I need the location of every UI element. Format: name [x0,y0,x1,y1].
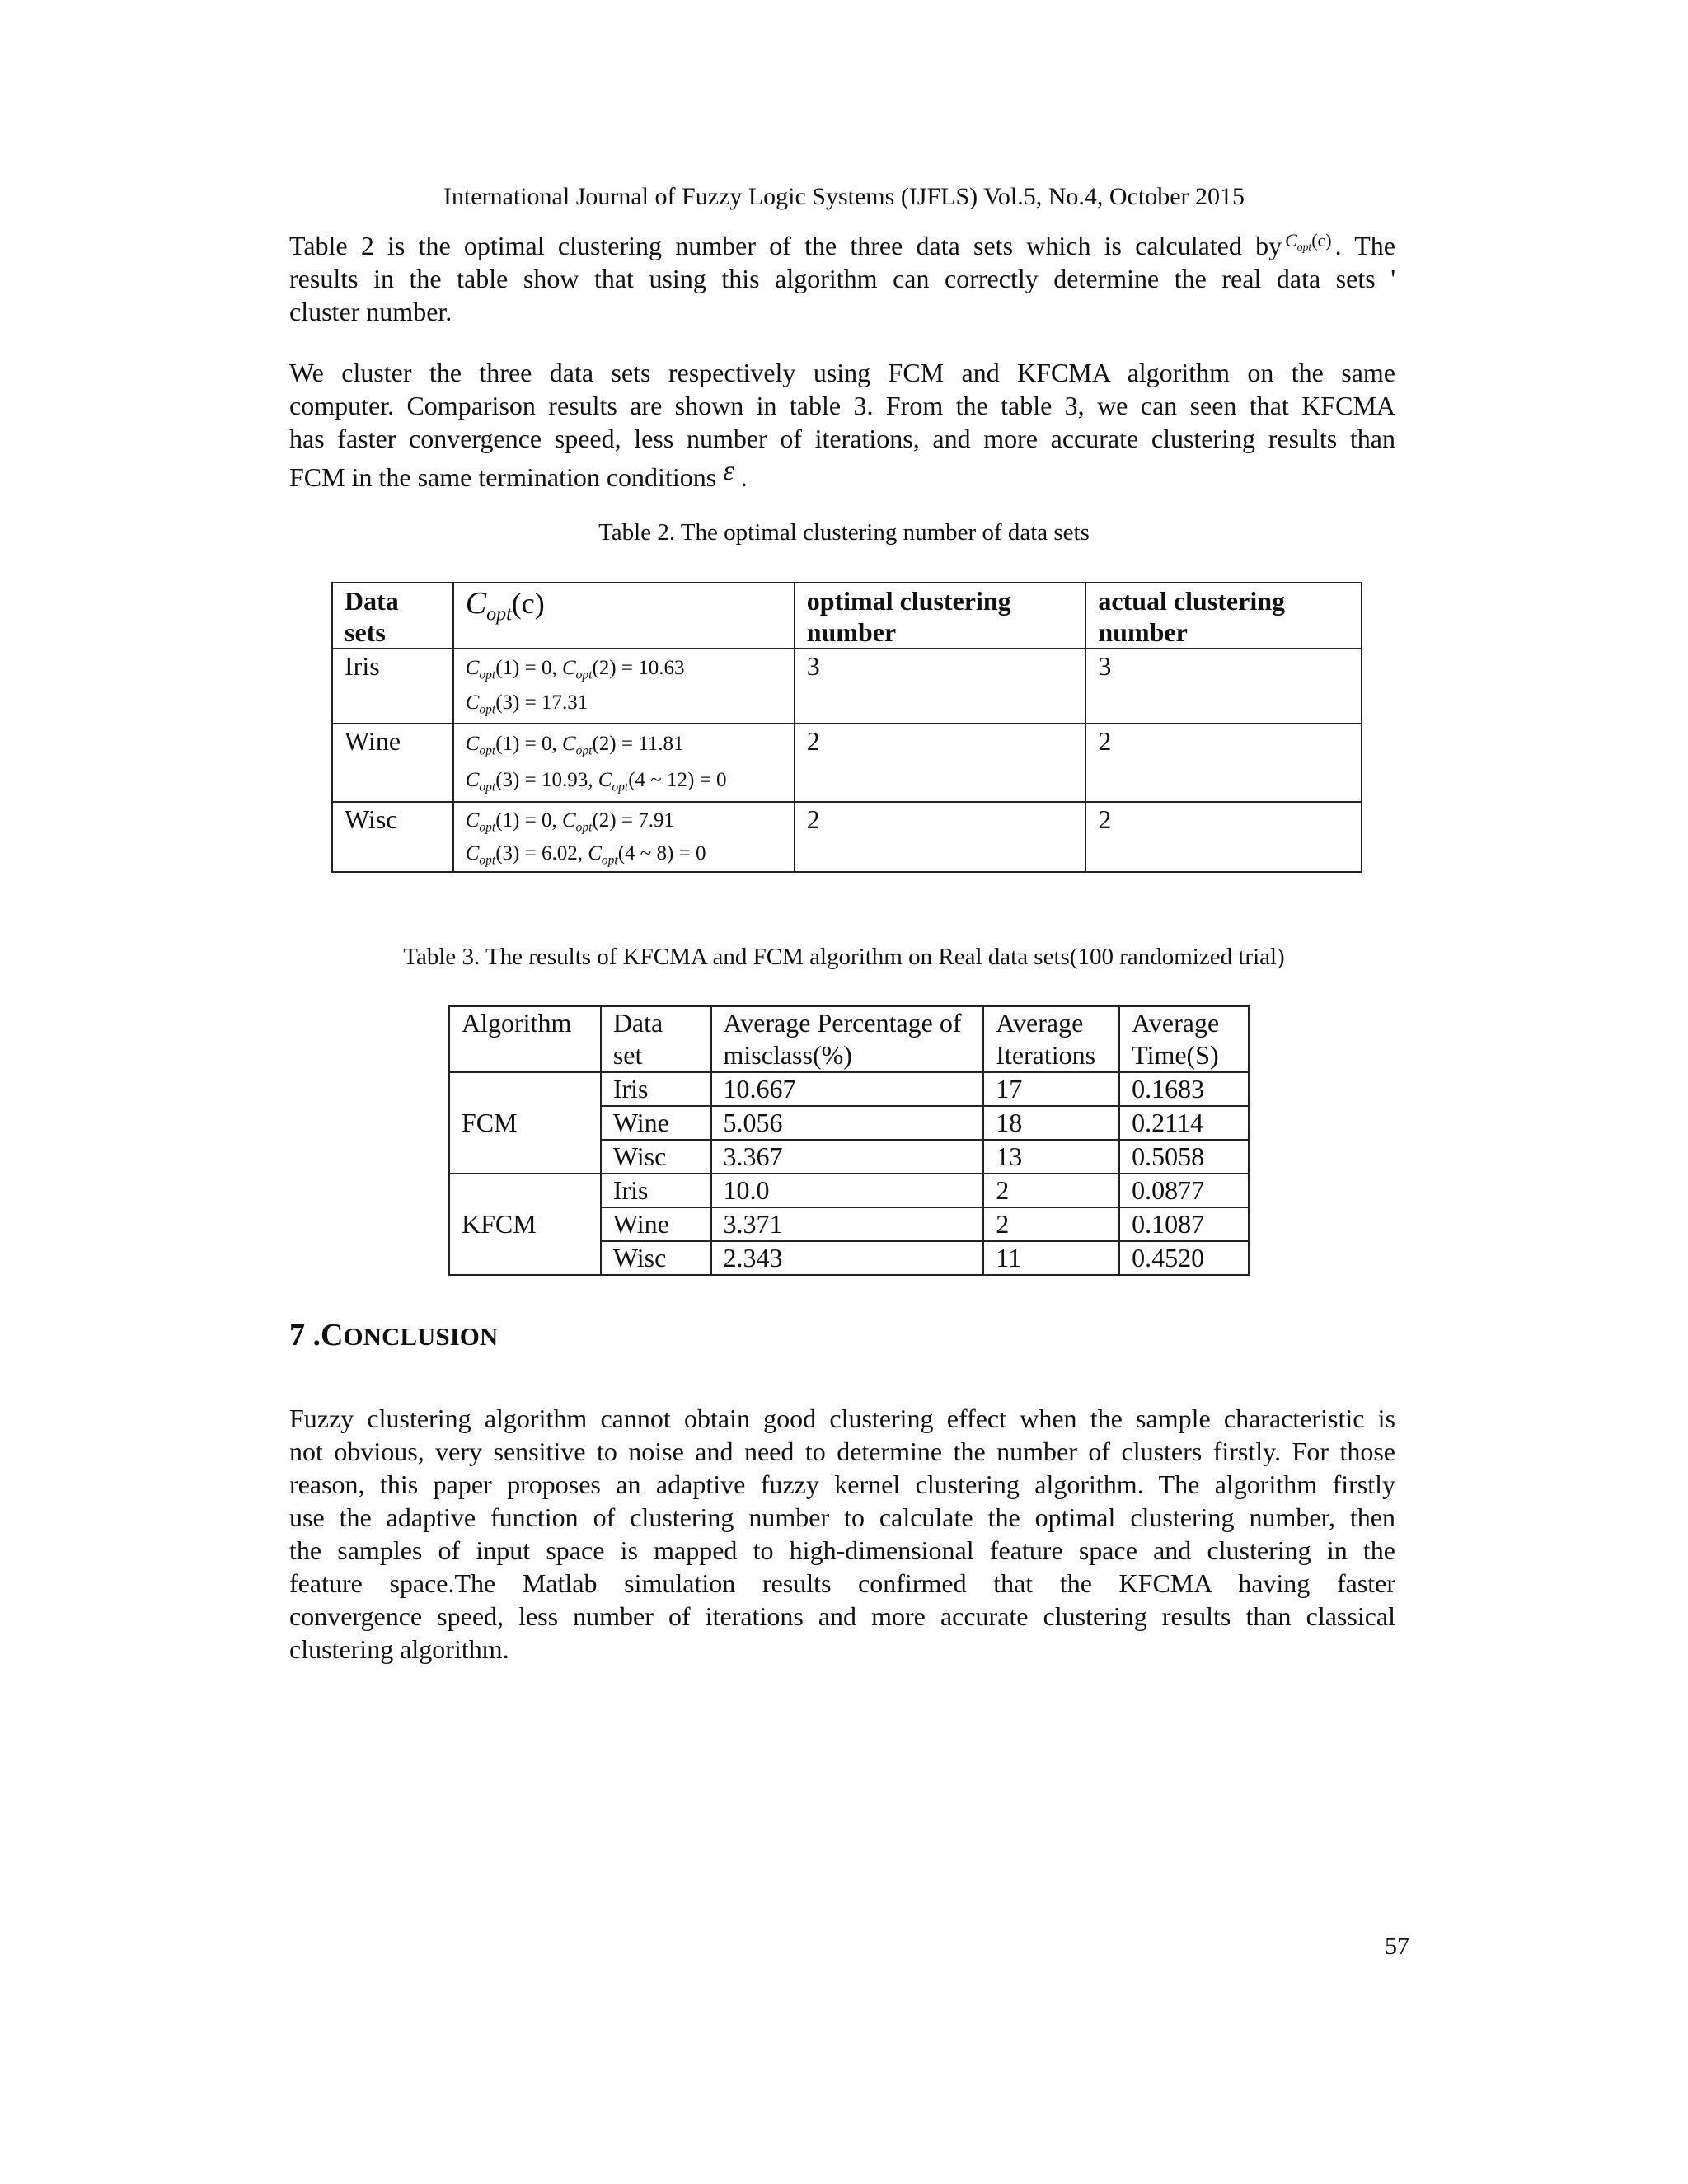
conclusion-line: Fuzzy clustering algorithm cannot obtain good clustering effect when the sample characteristic is [289,1404,1395,1433]
misclass-cell: 3.371 [711,1207,984,1241]
conclusion-line: not obvious, very sensitive to noise and need to determine the number of clusters firstly. For those [289,1436,1395,1466]
dataset-cell: Iris [601,1072,711,1106]
conclusion-line: convergence speed, less number of iterations and more accurate clustering results than classical [289,1601,1395,1631]
table3-header-algorithm: Algorithm [449,1006,601,1072]
iterations-cell: 2 [983,1174,1119,1207]
algorithm-name: FCM [449,1072,601,1174]
epsilon-symbol: ε [723,456,734,486]
copt-values: $C_{opt}(1) = 0$, $C_{opt}(2) = 11.81$ $C_{opt}(3) = 10.93$, $C_{opt}(4$ ~ 12) = 0 [453,724,795,802]
table2-header-row [332,583,1362,649]
time-cell: 0.1087 [1119,1207,1249,1241]
actual-number: 3 [1085,649,1362,724]
copt-values: $C_{opt}(1) = 0$, $C_{opt}(2) = 10.63$ $C_{opt}(3) = 17.31$ [453,649,795,724]
table-row [332,724,1362,802]
table3-header-time: Average Time(S) [1119,1006,1249,1072]
iterations-cell: 17 [983,1072,1119,1106]
optimal-number: 2 [795,724,1086,802]
page-number: 57 [1385,1933,1409,1960]
dataset-cell: Iris [601,1174,711,1207]
optimal-number: 3 [795,649,1086,724]
dataset-cell: Wisc [601,1241,711,1275]
table-row [332,802,1362,872]
dataset-cell: Wine [601,1106,711,1140]
dataset-name: Iris [332,649,453,724]
time-cell: 0.5058 [1119,1140,1249,1174]
table2-header-data-sets: Data sets [332,583,453,649]
para1-line3: cluster number. [289,297,452,326]
para2-line2: computer. Comparison results are shown in table 3. From the table 3, we can seen that KFCMA [289,391,1395,420]
iterations-cell: 2 [983,1207,1119,1241]
para2-line3: has faster convergence speed, less number of iterations, and more accurate clustering results than [289,424,1395,453]
conclusion-line: reason, this paper proposes an adaptive fuzzy kernel clustering algorithm. The algorithm firstly [289,1469,1395,1499]
table2-header-optimal: optimal clustering number [795,583,1086,649]
copt-inline-math: $C_{opt}(c)$ [1285,230,1332,253]
table-row [449,1174,1249,1207]
misclass-cell: 2.343 [711,1241,984,1275]
conclusion-line: use the adaptive function of clustering number to calculate the optimal clustering number, then [289,1502,1395,1532]
misclass-cell: 10.667 [711,1072,984,1106]
table-kfcma-fcm-results [448,1005,1250,1276]
table2-caption: Table 2. The optimal clustering number of data sets [598,519,1090,546]
table3-header-iterations: Average Iterations [983,1006,1119,1072]
copt-values: $C_{opt}(1) = 0$, $C_{opt}(2) = 7.91$ $C_{opt}(3) = 6.02$, $C_{opt}(4$ ~ 8) = 0 [453,802,795,872]
iterations-cell: 11 [983,1241,1119,1275]
misclass-cell: 3.367 [711,1140,984,1174]
table3-header-row [449,1006,1249,1072]
dataset-cell: Wine [601,1207,711,1241]
paragraph-comparison [289,356,1395,494]
conclusion-line: the samples of input space is mapped to high-dimensional feature space and clustering in the [289,1535,1395,1565]
para1-line1: Table 2 is the optimal clustering number of the three data sets which is calculated by $C_{opt}(c)$ . The [289,224,1395,262]
journal-header: International Journal of Fuzzy Logic Systems (IJFLS) Vol.5, No.4, October 2015 [443,183,1245,210]
para2-line1: We cluster the three data sets respectively using FCM and KFCMA algorithm on the same [289,358,1395,387]
para2-line4: FCM in the same termination conditions ε . [289,456,748,492]
table3-header-dataset: Data set [601,1006,711,1072]
dataset-name: Wine [332,724,453,802]
optimal-number: 2 [795,802,1086,872]
section-heading-conclusion: 7 .CONCLUSION [289,1318,499,1352]
time-cell: 0.2114 [1119,1106,1249,1140]
para1-line2: results in the table show that using this algorithm can correctly determine the real data sets ' [289,264,1395,293]
time-cell: 0.1683 [1119,1072,1249,1106]
conclusion-line: clustering algorithm. [289,1634,509,1664]
misclass-cell: 10.0 [711,1174,984,1207]
table-row [449,1072,1249,1106]
dataset-cell: Wisc [601,1140,711,1174]
misclass-cell: 5.056 [711,1106,984,1140]
table-row [332,649,1362,724]
table3-caption: Table 3. The results of KFCMA and FCM algorithm on Real data sets(100 randomized trial) [403,944,1285,970]
algorithm-name: KFCM [449,1174,601,1275]
table2-header-actual: actual clustering number [1085,583,1362,649]
paragraph-table2-intro [289,224,1395,328]
actual-number: 2 [1085,724,1362,802]
table3-header-misclass: Average Percentage of misclass(%) [711,1006,984,1072]
iterations-cell: 18 [983,1106,1119,1140]
time-cell: 0.0877 [1119,1174,1249,1207]
paragraph-conclusion [289,1402,1395,1666]
iterations-cell: 13 [983,1140,1119,1174]
time-cell: 0.4520 [1119,1241,1249,1275]
table2-header-copt: $C_{opt}(c)$ [453,583,795,649]
dataset-name: Wisc [332,802,453,872]
conclusion-line: feature space.The Matlab simulation results confirmed that the KFCMA having faster [289,1568,1395,1598]
actual-number: 2 [1085,802,1362,872]
table-optimal-clustering [331,582,1362,873]
